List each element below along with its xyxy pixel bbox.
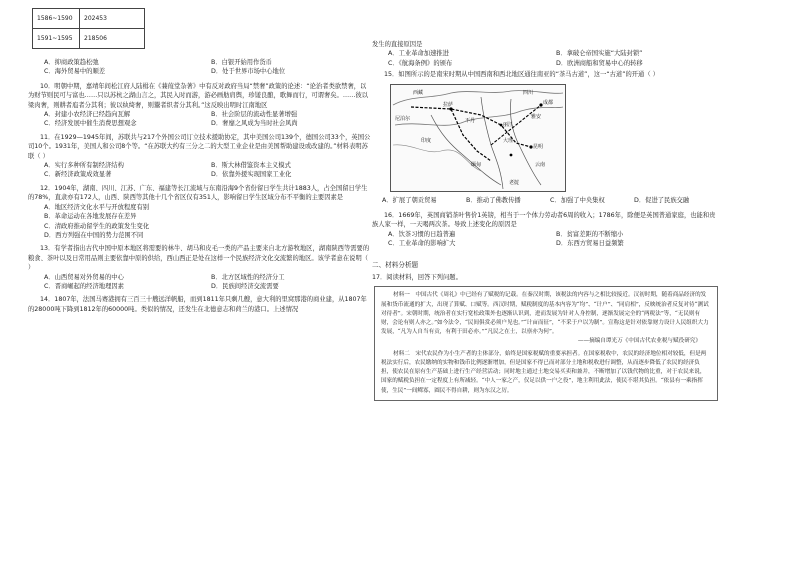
tea-horse-road-map xyxy=(390,84,566,192)
q15-option-c[interactable]: C．加强了中央集权 xyxy=(550,196,605,204)
q13-option-b[interactable]: B．北方区域性的经济分工 xyxy=(211,273,285,281)
map-label: 西藏 xyxy=(413,89,424,96)
q11-option-a[interactable]: A．实行多种所有制经济结构 xyxy=(44,162,124,170)
q12-option-d[interactable]: D．西方列强在中国的势力范围不同 xyxy=(44,231,144,239)
map-label: 雅安 xyxy=(531,113,542,120)
q12-option-b[interactable]: B．革命运动在各地发展存在差异 xyxy=(44,213,137,221)
q13-option-c[interactable]: C．晋商崛起的经济地理因素 xyxy=(44,282,124,290)
q11-options xyxy=(28,161,372,180)
table-row xyxy=(33,9,145,29)
q13-stem: 13．有学者指出古代中国中原本地区将需要的林牛、胡马和皮毛一类的产品主要来自北方游牧地区，湖南陕西等需要的粮食、茶叶以及日常用品则主要依靠中原的供给，西山西正是处在这样一个民族经济文化交流繁的地区。该学者意在说明（ ） xyxy=(28,245,370,272)
map-label: 成都 xyxy=(543,99,554,106)
q14-option-c[interactable]: C．《航海条例》的颁布 xyxy=(388,59,453,67)
map-label: 大理 xyxy=(503,137,514,144)
map-label: 印度 xyxy=(421,137,432,144)
q9-option-c[interactable]: C．海外贸易中的顺差 xyxy=(44,68,106,76)
map-label: 丽江 xyxy=(503,121,514,128)
q11-option-d[interactable]: D．依靠外援实现国家工业化 xyxy=(211,171,292,179)
q11-option-b[interactable]: B．斯大林借鉴资本主义模式 xyxy=(211,162,291,170)
q17-stem: 17．阅读材料，回答下列问题。 xyxy=(372,274,462,282)
right-column xyxy=(372,0,718,562)
q11-option-c[interactable]: C．新经济政策成效显著 xyxy=(44,171,112,179)
material-box xyxy=(374,286,718,400)
map-label: 尼泊尔 xyxy=(395,115,411,122)
map-label: 老挝 xyxy=(509,179,520,186)
q10-option-c[interactable]: C．经济发展中催生消费思想观念 xyxy=(44,120,137,128)
map-label: 四川 xyxy=(523,89,534,96)
q14-tail: 发生的直接原因是 xyxy=(372,41,423,48)
q12-stem: 12．1904年，湖南、四川、江苏、广东、福建等长江流域与东南沿海9个省份留日学生共计1883人，占全国留日学生的78%，直隶亦有172人，山西、陕西等其他十几个省区仅有351人，影响留日学生区域分布不平衡的主要因素是 xyxy=(28,184,368,202)
q15-stem: 15．如图所示的是南宋时期从中国西南和西北地区通往南亚的“茶马古道”，这一“古道”的开通（ ） xyxy=(384,71,659,79)
map-label: 拉萨 xyxy=(443,101,454,108)
q10-option-b[interactable]: B．社会阶层的流动性显著增强 xyxy=(211,111,298,119)
q9-option-d[interactable]: D．处于世界市场中心地位 xyxy=(211,68,286,76)
table-cell-value: 202453 xyxy=(80,9,145,29)
table-row xyxy=(33,29,145,49)
q9-option-b[interactable]: B．白银开始用作货币 xyxy=(211,59,272,66)
q12-option-c[interactable]: C．清政府推动留学生的政策发生变化 xyxy=(44,222,150,230)
map-lines-icon xyxy=(391,85,565,191)
q10-option-d[interactable]: D．奢靡之风成为当时社会风尚 xyxy=(211,120,298,128)
table-cell-years: 1586~1590 xyxy=(33,9,80,29)
q15-option-a[interactable]: A．扩展了朝贡贸易 xyxy=(382,196,437,204)
q13-option-a[interactable]: A．山西贸易对外贸易的中心 xyxy=(44,273,124,281)
q13-option-d[interactable]: D．民族间经济交流需要 xyxy=(211,282,279,290)
data-table xyxy=(32,8,145,49)
q12-options xyxy=(28,203,372,241)
q15-option-d[interactable]: D．促进了民族交融 xyxy=(634,196,690,204)
q16-option-b[interactable]: B．贫富差距的不断缩小 xyxy=(556,230,624,238)
map-label: 昆明 xyxy=(533,143,544,150)
q16-option-c[interactable]: C．工业革命的影响扩大 xyxy=(388,240,456,248)
q14-option-d[interactable]: D．欧洲商船和贸易中心的转移 xyxy=(556,59,643,67)
q10-options xyxy=(28,110,372,129)
material-1-source: ——摘编自谭光万《中国古代农业税与赋役研究》 xyxy=(577,338,701,345)
map-label: 云南 xyxy=(535,161,546,168)
table-cell-years: 1591~1595 xyxy=(33,29,80,49)
q14-option-b[interactable]: B．拿破仑帝国实施“大陆封锁” xyxy=(556,50,643,58)
q15-options xyxy=(372,196,718,205)
q13-options xyxy=(28,273,372,292)
map-label: 不丹 xyxy=(465,117,476,124)
q14-option-a[interactable]: A．工业革命加速推进 xyxy=(388,50,449,58)
map-label: 缅甸 xyxy=(471,161,482,168)
q14-stem: 14．1807年，法国马赛港拥有三百三十艘远洋帆船，而到1811年只剩几艘，意大利的里窝那港的商业建，从1807年的28000吨下降到1812年的60000吨。类似的情况，还发生在北德意志和荷兰的港口。上述情况 xyxy=(28,296,367,313)
material-2: 材料二 宋代农民作为小生产者的主体部分，始终是国家税赋的重要承担者。在国家税收中，农民的经济地位相对较低，但是两税法实行后，农民缴纳的实物和钱币比例逐渐增加，但是国家不得已而对部分土地和税收进行调整，从而逐步降低了农民的经济负担，使农民在原有生产基础上进行生产经营活动；同时地主通过土地交易买卖和兼并，不断增加了以钱代物的比重，对于农民来说，国家的赋税负担在一定程度上有所减轻。“中人一家之产，仅足以供一户之役”，地主利用此法，使民不堪其负担。“依县有一乘指挥使，生民”一间鳏寡，圆民不得自耕，则为东汉之厉。 xyxy=(381,350,707,394)
q14-options xyxy=(372,49,718,68)
material-1: 材料一 中国古代《周礼》中已经有了赋税的记载。在秦汉时期，该税法的内容与之相比较接近。汉初时期，随着商品经济的发展和货币流通的扩大，出现了算赋、口赋等。西汉时期，赋税制度的基本内容为“均”、“计户”、“同肩相”，反映统治者反复对待“测试对待者”。宋朝时期，统治者在实行宽松政策外也逐渐认识到，进而发展为针对人身控制，逐渐发展完全的“两税法”等，“无民则有财，会论有则人亦之。”如今法令，“民间俱赏必须户见也。”“计亩而征”，“不采于户以为制”。宣称这是针对依靠财力设计人民组织大力发展，“凡为人自当有贡，有利于田必亦。”“凡民之在士，以禀亦为何”。 xyxy=(381,292,709,336)
left-column xyxy=(28,0,372,562)
q16-stem: 16．1669年，英国商销茶叶售价1英镑，相当于一个体力劳动者6周的收入；1786年，除便是英国普通家庭，也能和贵族人家一样，一天喝两次茶。导致上述变化的原因是 xyxy=(372,212,716,229)
q12-option-a[interactable]: A．地区经济文化水平与开放程度有别 xyxy=(44,203,150,211)
section-title: 二、材料分析题 xyxy=(372,260,419,269)
q10-option-a[interactable]: A．封建小农经济已经趋向瓦解 xyxy=(44,111,131,119)
q15-option-b[interactable]: B．推动了佛教传播 xyxy=(466,196,521,204)
q9-option-a[interactable]: A．抑商政策趋松弛 xyxy=(44,59,99,66)
q11-stem: 11．在1929—1945年间，苏联共与217个外国公司订立技术援助协定，其中美国公司139个，德国公司33个，英国公司10个。1931年，美国人和公司8个等。“在苏联大约有三分之二的大型工业企业是由美国帮助建设或改建的。”材料表明苏联（ ） xyxy=(28,133,371,160)
q9-options xyxy=(28,58,372,77)
q16-option-d[interactable]: D．东西方贸易日益频繁 xyxy=(556,240,624,248)
q10-stem: 10．明朝中期，嘉靖年间松江府人陆楫在《蒹葭堂杂著》中有反对政府当局“禁奢”政策的论述：“论治者类欲禁奢，以为财节则民可与富也……只以苏杭之湖山言之，其民入时而游，游必画舫肩舆，珍馐良酿，歌舞而行，可谓奢矣。……彼以梁肉奢，则耕者庖者分其利；彼以纨绮奢，则鬻者织者分其利。”这反映出明时江南地区 xyxy=(28,82,369,109)
q16-option-a[interactable]: A．饮茶习惯的日趋普遍 xyxy=(388,230,456,238)
table-cell-value: 218506 xyxy=(80,29,145,49)
q16-options xyxy=(372,230,718,249)
